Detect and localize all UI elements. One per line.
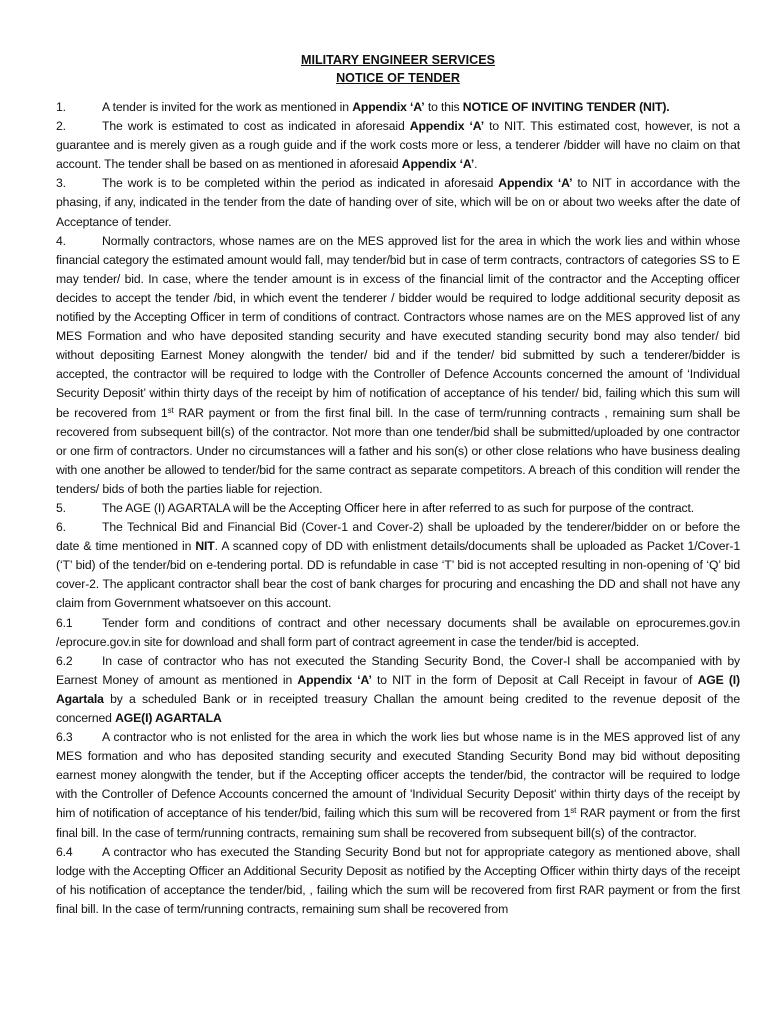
document-subtitle: NOTICE OF TENDER [336,70,460,85]
bold-text: AGE (I) Agartala [56,672,741,706]
paragraph-text: A tender is invited for the work as mentioned in [102,100,353,114]
paragraph-2 [56,117,740,174]
paragraph-text: Tender form and conditions of contract and other necessary documents shall be available on eprocuremes.gov.in /eprocure.gov.in site for download and shall form part of contract agreement in case the tender/bid is accepted. [56,615,740,649]
paragraph-6 [56,518,740,613]
paragraph-number: 6.3 [56,730,73,745]
paragraph-text: RAR payment or from the first final bill. In the case of term/running contracts , remaining sum shall be recovered from subsequent bill(s) of the contractor. Not more than one tender/bid shall be submitted/uploaded by one contractor or one firm of contractors. Under no circumstances will a father and his son(s) or other close relations who have business dealing with one another be allowed to tender/bid for the same contract as separate competitors. A breach of this condition will render the tenders/ bids of both the parties liable for rejection. [56,405,740,496]
document-page [56,52,740,919]
paragraph-text: RAR payment or from the first final bill. In the case of term/running contracts, remaining sum shall be recovered from subsequent bill(s) of the contractor. [56,806,741,840]
paragraph-text: The AGE (I) AGARTALA will be the Accepting Officer here in after referred to as such for purpose of the contract. [102,500,695,515]
paragraph-number: 6.2 [56,653,73,668]
paragraph-text: A contractor who has executed the Standing Security Bond but not for appropriate category as mentioned above, shall lodge with the Accepting Officer an Additional Security Deposit as notified by the Accepting Officer within thirty days of the receipt of his notification of acceptance the tender/bid, , failing which the sum will be recovered from first RAR payment or from the first final bill. In the case of term/running contracts, remaining sum shall be recovered from [56,844,740,916]
bold-text: NOTICE OF INVITING TENDER (NIT). [462,100,670,114]
bold-text: Appendix ‘A’ [401,157,475,172]
paragraph-4 [56,232,740,499]
paragraph-6-4 [56,843,740,919]
paragraph-text: A contractor who is not enlisted for the area in which the work lies but whose name is in the MES approved list of any MES formation and who has deposited standing security and executed Standing Security Bond may bid without depositing earnest money alongwith the tender, but if the Accepting officer accepts the tender/bid, the contractor will be required to lodge with the Controller of Defence Accounts concerned the amount of 'Individual Security Deposit' within thirty days of the receipt by him of notification of acceptance of his tender/bid, failing which this sum will be recovered from 1 [56,730,740,821]
paragraph-number: 4. [56,233,66,248]
paragraph-number: 6.4 [56,844,73,859]
paragraph-1 [56,98,740,117]
paragraph-text: to this [424,100,463,114]
bold-text: NIT [195,539,215,554]
paragraph-number: 6. [56,520,66,535]
paragraph-6-1 [56,614,740,652]
paragraph-text: to NIT in the form of Deposit at Call Receipt in favour of [371,672,698,687]
bold-text: Appendix ‘A’ [297,672,372,687]
paragraph-text: to NIT. This estimated cost, however, is not a guarantee and is merely given as a rough guide and if the work costs more or less, a tenderer /bidder will have no claim on that account. The tender shall be based on as mentioned in aforesaid [56,119,740,172]
bold-text: Appendix ‘A’ [498,176,573,191]
bold-text: AGE(I) AGARTALA [115,711,222,725]
paragraph-number: 5. [56,500,66,515]
superscript: st [570,806,577,816]
superscript: st [167,405,174,415]
paragraph-text: to NIT in accordance with the phasing, if any, indicated in the tender from the date of handing over of site, which will be on or about two weeks after the date of Acceptance of tender. [56,176,741,229]
paragraph-5 [56,499,740,518]
paragraph-6-3 [56,728,740,843]
paragraph-text: . [474,157,478,172]
bold-text: Appendix ‘A’ [352,100,425,114]
paragraph-number: 2. [56,119,66,134]
paragraph-6-2 [56,652,740,728]
document-title: MILITARY ENGINEER SERVICES [300,53,496,67]
paragraph-text: The work is to be completed within the period as indicated in aforesaid [102,176,499,191]
paragraph-number: 3. [56,176,66,191]
paragraph-text: The Technical Bid and Financial Bid (Cover-1 and Cover-2) shall be uploaded by the tenderer/bidder on or before the date & time mentioned in [56,520,740,554]
paragraph-text: Normally contractors, whose names are on the MES approved list for the area in which the work lies and within whose financial category the estimated amount would fall, may tender/bid but in case of term contracts, contractors of categories SS to E may tender/ bid. In case, where the tender amount is in excess of the financial limit of the contractor and the Accepting officer decides to accept the tender /bid, in which event the tenderer / bidder would be required to lodge additional security deposit as notified by the Accepting Officer in term of conditions of contract. Contractors whose names are on the MES approved list of any MES Formation and who have deposited standing security and have executed standing security bond may also tender/ bid without depositing Earnest Money alongwith the tender/ bid and if the tender/ bid submitted by such a tenderer/bidder is accepted, the contractor will be required to lodge with the Controller of Defence Accounts concerned the amount of ‘Individual Security Deposit’ within thirty days of the receipt by him of notification of acceptance of his tender/ bid, failing which this sum will be recovered from 1 [56,233,740,420]
paragraph-text: . A scanned copy of DD with enlistment details/documents shall be uploaded as Packet 1/Cover-1 (‘T’ bid) of the tender/bid on e-tendering portal. DD is refundable in case ‘T’ bid is not accepted resulting in non-opening of ‘Q’ bid cover-2. The applicant contractor shall bear the cost of bank charges for procuring and encashing the DD and shall not have any claim from Government whatsoever on this account. [56,539,740,611]
paragraph-3 [56,174,740,231]
paragraph-number: 6.1 [56,615,73,630]
bold-text: Appendix ‘A’ [409,119,485,134]
paragraph-text: by a scheduled Bank or in receipted treasury Challan the amount being credited to the revenue deposit of the concerned [56,691,740,725]
paragraph-number: 1. [56,100,66,114]
paragraph-text: The work is estimated to cost as indicated in aforesaid [102,119,410,134]
paragraph-text: In case of contractor who has not executed the Standing Security Bond, the Cover-I shall be accompanied with by Earnest Money of amount as mentioned in [56,653,740,687]
